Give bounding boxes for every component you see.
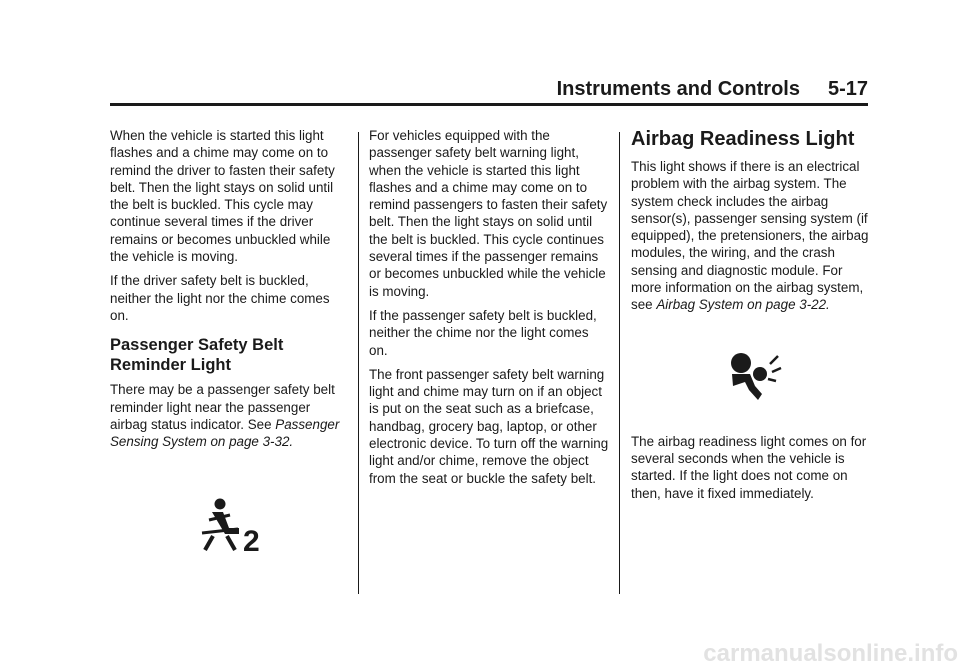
page-number: 5-17	[827, 78, 868, 100]
paragraph: The front passenger safety belt warning light and chime may turn on if an object is put on the seat such as a briefcase, handbag, grocery bag, laptop, or other electronic device. To turn off the warning light and/or chime, remove the object from the seat or buckle the safety belt.	[369, 366, 609, 486]
passenger-seatbelt-reminder-icon	[199, 498, 265, 552]
page-header	[110, 78, 868, 100]
cross-reference-link[interactable]: Passenger Sensing System on page 3-32.	[110, 416, 340, 450]
column-1	[110, 127, 350, 457]
icon-number: 2	[243, 525, 260, 552]
header-rule	[110, 103, 868, 106]
column-divider	[619, 132, 620, 594]
column-divider	[358, 132, 359, 594]
paragraph: There may be a passenger safety belt reminder light near the passenger airbag status indicator. See Passenger Sensing System on page 3-32.	[110, 382, 340, 450]
paragraph: For vehicles equipped with the passenger safety belt warning light, when the vehicle is started this light flashes and a chime may come on to remind passengers to fasten their safety belt. Then the light stays on solid until the belt is buckled. This cycle continues several times if the passenger remains or becomes unbuckled while the vehicle is moving.	[369, 128, 608, 299]
paragraph: When the vehicle is started this light flashes and a chime may come on to remind the driver to fasten their safety belt. Then the light stays on solid until the belt is buckled. This cycle may continue several times if the driver remains or becomes unbuckled while the vehicle is moving.	[110, 128, 335, 265]
section-heading-airbag-readiness: Airbag Readiness Light	[631, 128, 855, 150]
paragraph: If the driver safety belt is buckled, neither the light nor the chime comes on.	[110, 273, 330, 323]
cross-reference-link[interactable]: Airbag System on page 3-22.	[656, 297, 830, 313]
paragraph: The airbag readiness light comes on for several seconds when the vehicle is started. If the light does not come on then, have it fixed immediately.	[631, 433, 867, 501]
column-2	[369, 127, 609, 494]
watermark: carmanualsonline.info	[703, 640, 958, 667]
section-title: Instruments and Controls	[556, 78, 800, 100]
paragraph: If the passenger safety belt is buckled, neither the chime nor the light comes on.	[369, 307, 597, 358]
paragraph: This light shows if there is an electrical problem with the airbag system. The system check includes the airbag sensor(s), passenger sensing system (if equipped), the pretensioners, the airbag modules, the wiring, and the crash sensing and diagnostic module. For more information on the airbag system, see Airbag System on page 3-22.	[631, 159, 869, 313]
airbag-readiness-icon	[728, 352, 782, 406]
subheading-passenger-safety-belt: Passenger Safety Belt Reminder Light	[110, 336, 284, 375]
column-3	[631, 127, 871, 509]
